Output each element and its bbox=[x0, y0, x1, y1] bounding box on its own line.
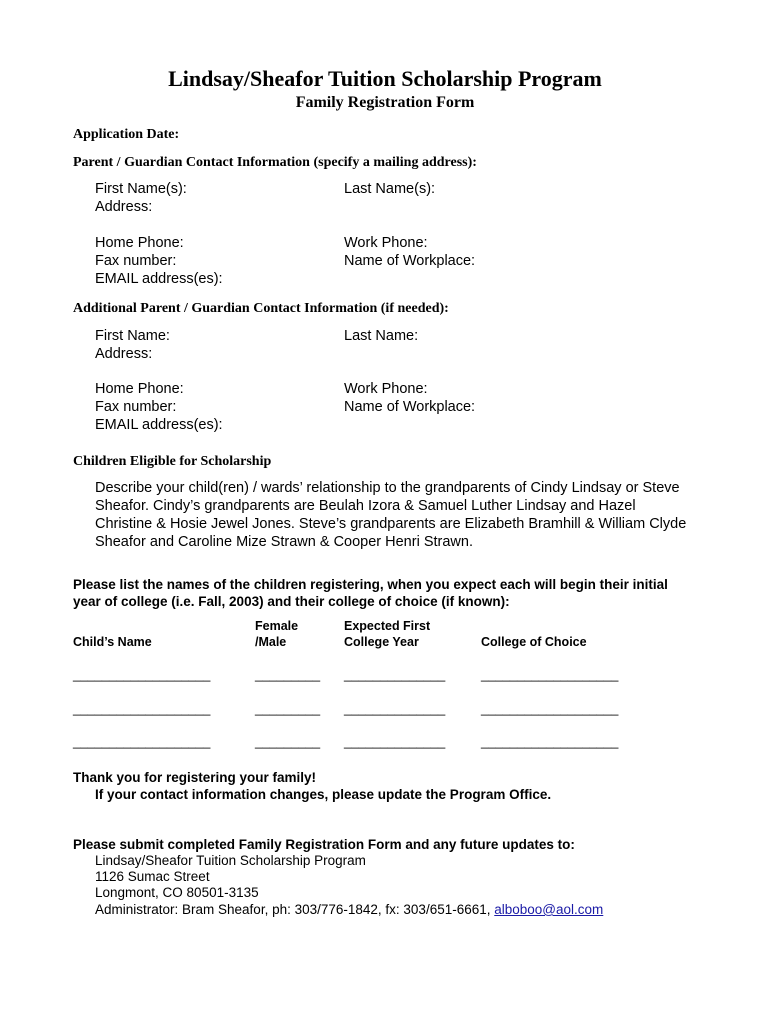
child-row-2-year-blank[interactable]: ______________ bbox=[344, 701, 446, 716]
additional-fax-label: Fax number: bbox=[95, 399, 177, 415]
additional-email-label: EMAIL address(es): bbox=[95, 417, 223, 433]
parent-workplace-label: Name of Workplace: bbox=[344, 253, 476, 269]
submit-city: Longmont, CO 80501-3135 bbox=[95, 885, 259, 900]
parent-fax-label: Fax number: bbox=[95, 253, 177, 269]
column-header-year-line1: Expected First bbox=[344, 619, 431, 633]
additional-first-name-label: First Name: bbox=[95, 328, 170, 344]
column-header-gender-line1: Female bbox=[255, 619, 299, 633]
children-section-heading: Children Eligible for Scholarship bbox=[73, 454, 272, 469]
additional-section-heading: Additional Parent / Guardian Contact Information (if needed): bbox=[73, 301, 449, 316]
submit-admin-text: Administrator: Bram Sheafor, ph: 303/776-1842, fx: 303/651-6661, bbox=[95, 902, 495, 917]
parent-work-phone-label: Work Phone: bbox=[344, 235, 428, 251]
submit-org: Lindsay/Sheafor Tuition Scholarship Program bbox=[95, 853, 366, 868]
child-row-1-year-blank[interactable]: ______________ bbox=[344, 667, 446, 682]
column-header-college-of-choice: College of Choice bbox=[481, 635, 587, 649]
additional-address-label: Address: bbox=[95, 346, 153, 362]
column-header-gender bbox=[255, 618, 298, 650]
additional-home-phone-label: Home Phone: bbox=[95, 381, 184, 397]
thanks-line2: If your contact information changes, please update the Program Office. bbox=[95, 787, 552, 802]
parent-address-label: Address: bbox=[95, 199, 153, 215]
child-row-1-college-blank[interactable]: ___________________ bbox=[481, 667, 619, 682]
child-row-3-year-blank[interactable]: ______________ bbox=[344, 734, 446, 749]
additional-work-phone-label: Work Phone: bbox=[344, 381, 428, 397]
page-title: Lindsay/Sheafor Tuition Scholarship Program bbox=[168, 66, 602, 91]
parent-home-phone-label: Home Phone: bbox=[95, 235, 184, 251]
child-row-3-name-blank[interactable]: ___________________ bbox=[73, 734, 211, 749]
parent-section-heading: Parent / Guardian Contact Information (specify a mailing address): bbox=[73, 155, 477, 170]
child-row-2-gender-blank[interactable]: _________ bbox=[255, 701, 321, 716]
child-row-2-college-blank[interactable]: ___________________ bbox=[481, 701, 619, 716]
application-date-label: Application Date: bbox=[73, 127, 180, 142]
thanks-line1: Thank you for registering your family! bbox=[73, 770, 317, 785]
column-header-year-line2: College Year bbox=[344, 635, 419, 649]
additional-last-name-label: Last Name: bbox=[344, 328, 419, 344]
relationship-description: Describe your child(ren) / wards’ relationship to the grandparents of Cindy Lindsay or Steve Sheafor. Cindy’s grandparents are Beulah Izora & Samuel Luther Lindsay and Hazel Christine & Hosie Jewel Jones. Steve’s grandparents are Elizabeth Bramhill & William Clyde Sheafor and Caroline Mize Strawn & Cooper Henri Strawn. bbox=[95, 480, 687, 550]
submit-street: 1126 Sumac Street bbox=[95, 869, 210, 884]
children-instruction-line2: year of college (i.e. Fall, 2003) and their college of choice (if known): bbox=[73, 594, 510, 609]
child-row-2-name-blank[interactable]: ___________________ bbox=[73, 701, 211, 716]
column-header-childs-name: Child’s Name bbox=[73, 635, 152, 649]
submit-admin-line bbox=[95, 902, 603, 917]
column-header-gender-line2: /Male bbox=[255, 635, 287, 649]
page-subtitle: Family Registration Form bbox=[295, 94, 475, 111]
parent-last-name-label: Last Name(s): bbox=[344, 181, 436, 197]
admin-email-link[interactable]: alboboo@aol.com bbox=[494, 902, 604, 917]
child-row-1-name-blank[interactable]: ___________________ bbox=[73, 667, 211, 682]
child-row-3-gender-blank[interactable]: _________ bbox=[255, 734, 321, 749]
parent-email-label: EMAIL address(es): bbox=[95, 271, 223, 287]
additional-workplace-label: Name of Workplace: bbox=[344, 399, 476, 415]
child-row-1-gender-blank[interactable]: _________ bbox=[255, 667, 321, 682]
child-row-3-college-blank[interactable]: ___________________ bbox=[481, 734, 619, 749]
submit-heading: Please submit completed Family Registration Form and any future updates to: bbox=[73, 837, 575, 852]
parent-first-name-label: First Name(s): bbox=[95, 181, 187, 197]
column-header-college-year bbox=[344, 618, 430, 650]
children-instruction-line1: Please list the names of the children registering, when you expect each will begin their initial bbox=[73, 577, 668, 592]
